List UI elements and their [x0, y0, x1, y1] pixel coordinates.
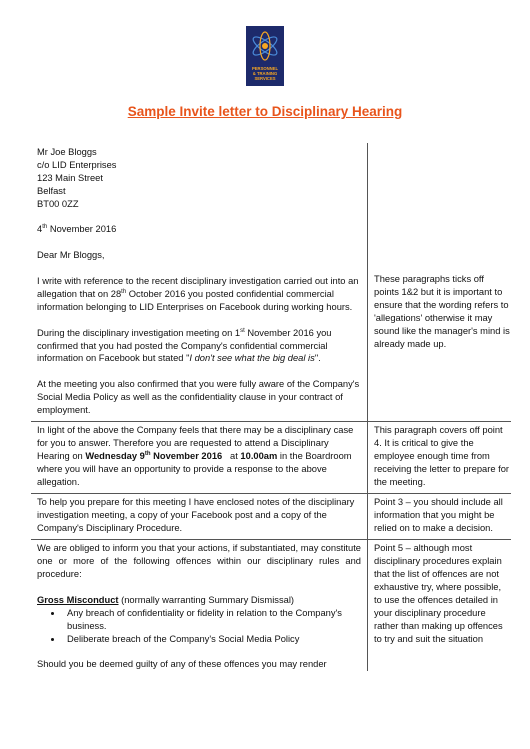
page-title: Sample Invite letter to Disciplinary Hearing [127, 104, 403, 119]
guidance-note-3: Point 3 – you should include all information that you might be relied on to make a decision. [374, 497, 503, 534]
letter-row-2 [31, 421, 511, 494]
guidance-note-4: Point 5 – although most disciplinary procedures explain that the list of offences are not exhaustive try, where possible, to use the offences detailed in your disciplinary procedure rather than making up offences to try and suit the situation [374, 543, 503, 644]
note-cell-3 [368, 494, 512, 540]
note-cell-4 [368, 540, 512, 672]
letter-body-1 [31, 143, 368, 421]
paragraph-consequence: Should you be deemed guilty of any of these offences you may render [37, 659, 327, 670]
note-cell-1 [368, 143, 512, 421]
paragraph-hearing: In light of the above the Company feels that there may be a disciplinary case for you to answer. Therefore you are requested to attend a Disciplinary Hearing on Wednesday 9th November 2016 at 10.00am in the Boardroom where you will have an opportunity to provide a response to the above allegation. [37, 424, 354, 487]
paragraph-enclosures: To help you prepare for this meeting I have enclosed notes of the disciplinary investigation meeting, a copy of your Facebook post and a copy of the Company's Disciplinary Procedure. [37, 497, 355, 534]
guidance-note-2: This paragraph covers off point 4. It is critical to give the employee enough time from receiving the letter to prepare for the meeting. [374, 424, 510, 487]
letter-table [31, 143, 511, 671]
list-item: • Any breach of confidentiality or fidelity in relation to the Company's business. [63, 607, 361, 633]
letter-body-4 [31, 540, 368, 672]
recipient-address: Mr Joe Bloggs c/o LID Enterprises 123 Main Street Belfast BT00 0ZZ [37, 147, 117, 209]
offences-list [37, 607, 361, 646]
letter-row-1 [31, 143, 511, 421]
gross-misconduct-heading: Gross Misconduct (normally warranting Summary Dismissal) [37, 594, 295, 605]
letter-body-3 [31, 494, 368, 540]
paragraph-investigation: During the disciplinary investigation meeting on 1st November 2016 you confirmed that you had posted the Company's confidential commercial information on Facebook but stated "I don't see what the big deal is". [37, 327, 332, 364]
letter-body-2 [31, 421, 368, 494]
guidance-note-1: These paragraphs ticks off points 1&2 but it is important to ensure that the wording refers to 'allegations' otherwise it may sound like the manager's mind is already made up. [374, 274, 510, 349]
salutation: Dear Mr Bloggs, [37, 250, 105, 261]
paragraph-policy: At the meeting you also confirmed that you were fully aware of the Company's Social Media Policy as well as the confidentiality clause in your contract of employment. [37, 379, 360, 416]
list-item: • Deliberate breach of the Company's Social Media Policy [63, 633, 361, 646]
note-cell-2 [368, 421, 512, 494]
letter-row-4 [31, 540, 511, 672]
paragraph-allegation: I write with reference to the recent disciplinary investigation carried out into an allegation that on 28th October 2016 you posted confidential commercial information belonging to LID Enterprises on Facebook during working hours. [37, 276, 359, 312]
atom-logo-icon [246, 26, 284, 66]
letter-row-3 [31, 494, 511, 540]
company-logo: PERSONNEL & TRAINING SERVICES [246, 26, 284, 86]
paragraph-offences-intro: We are obliged to inform you that your actions, if substantiated, may constitute one or more of the following offences within our disciplinary rules and procedure: [37, 543, 361, 580]
letter-date: 4th November 2016 [37, 224, 117, 235]
